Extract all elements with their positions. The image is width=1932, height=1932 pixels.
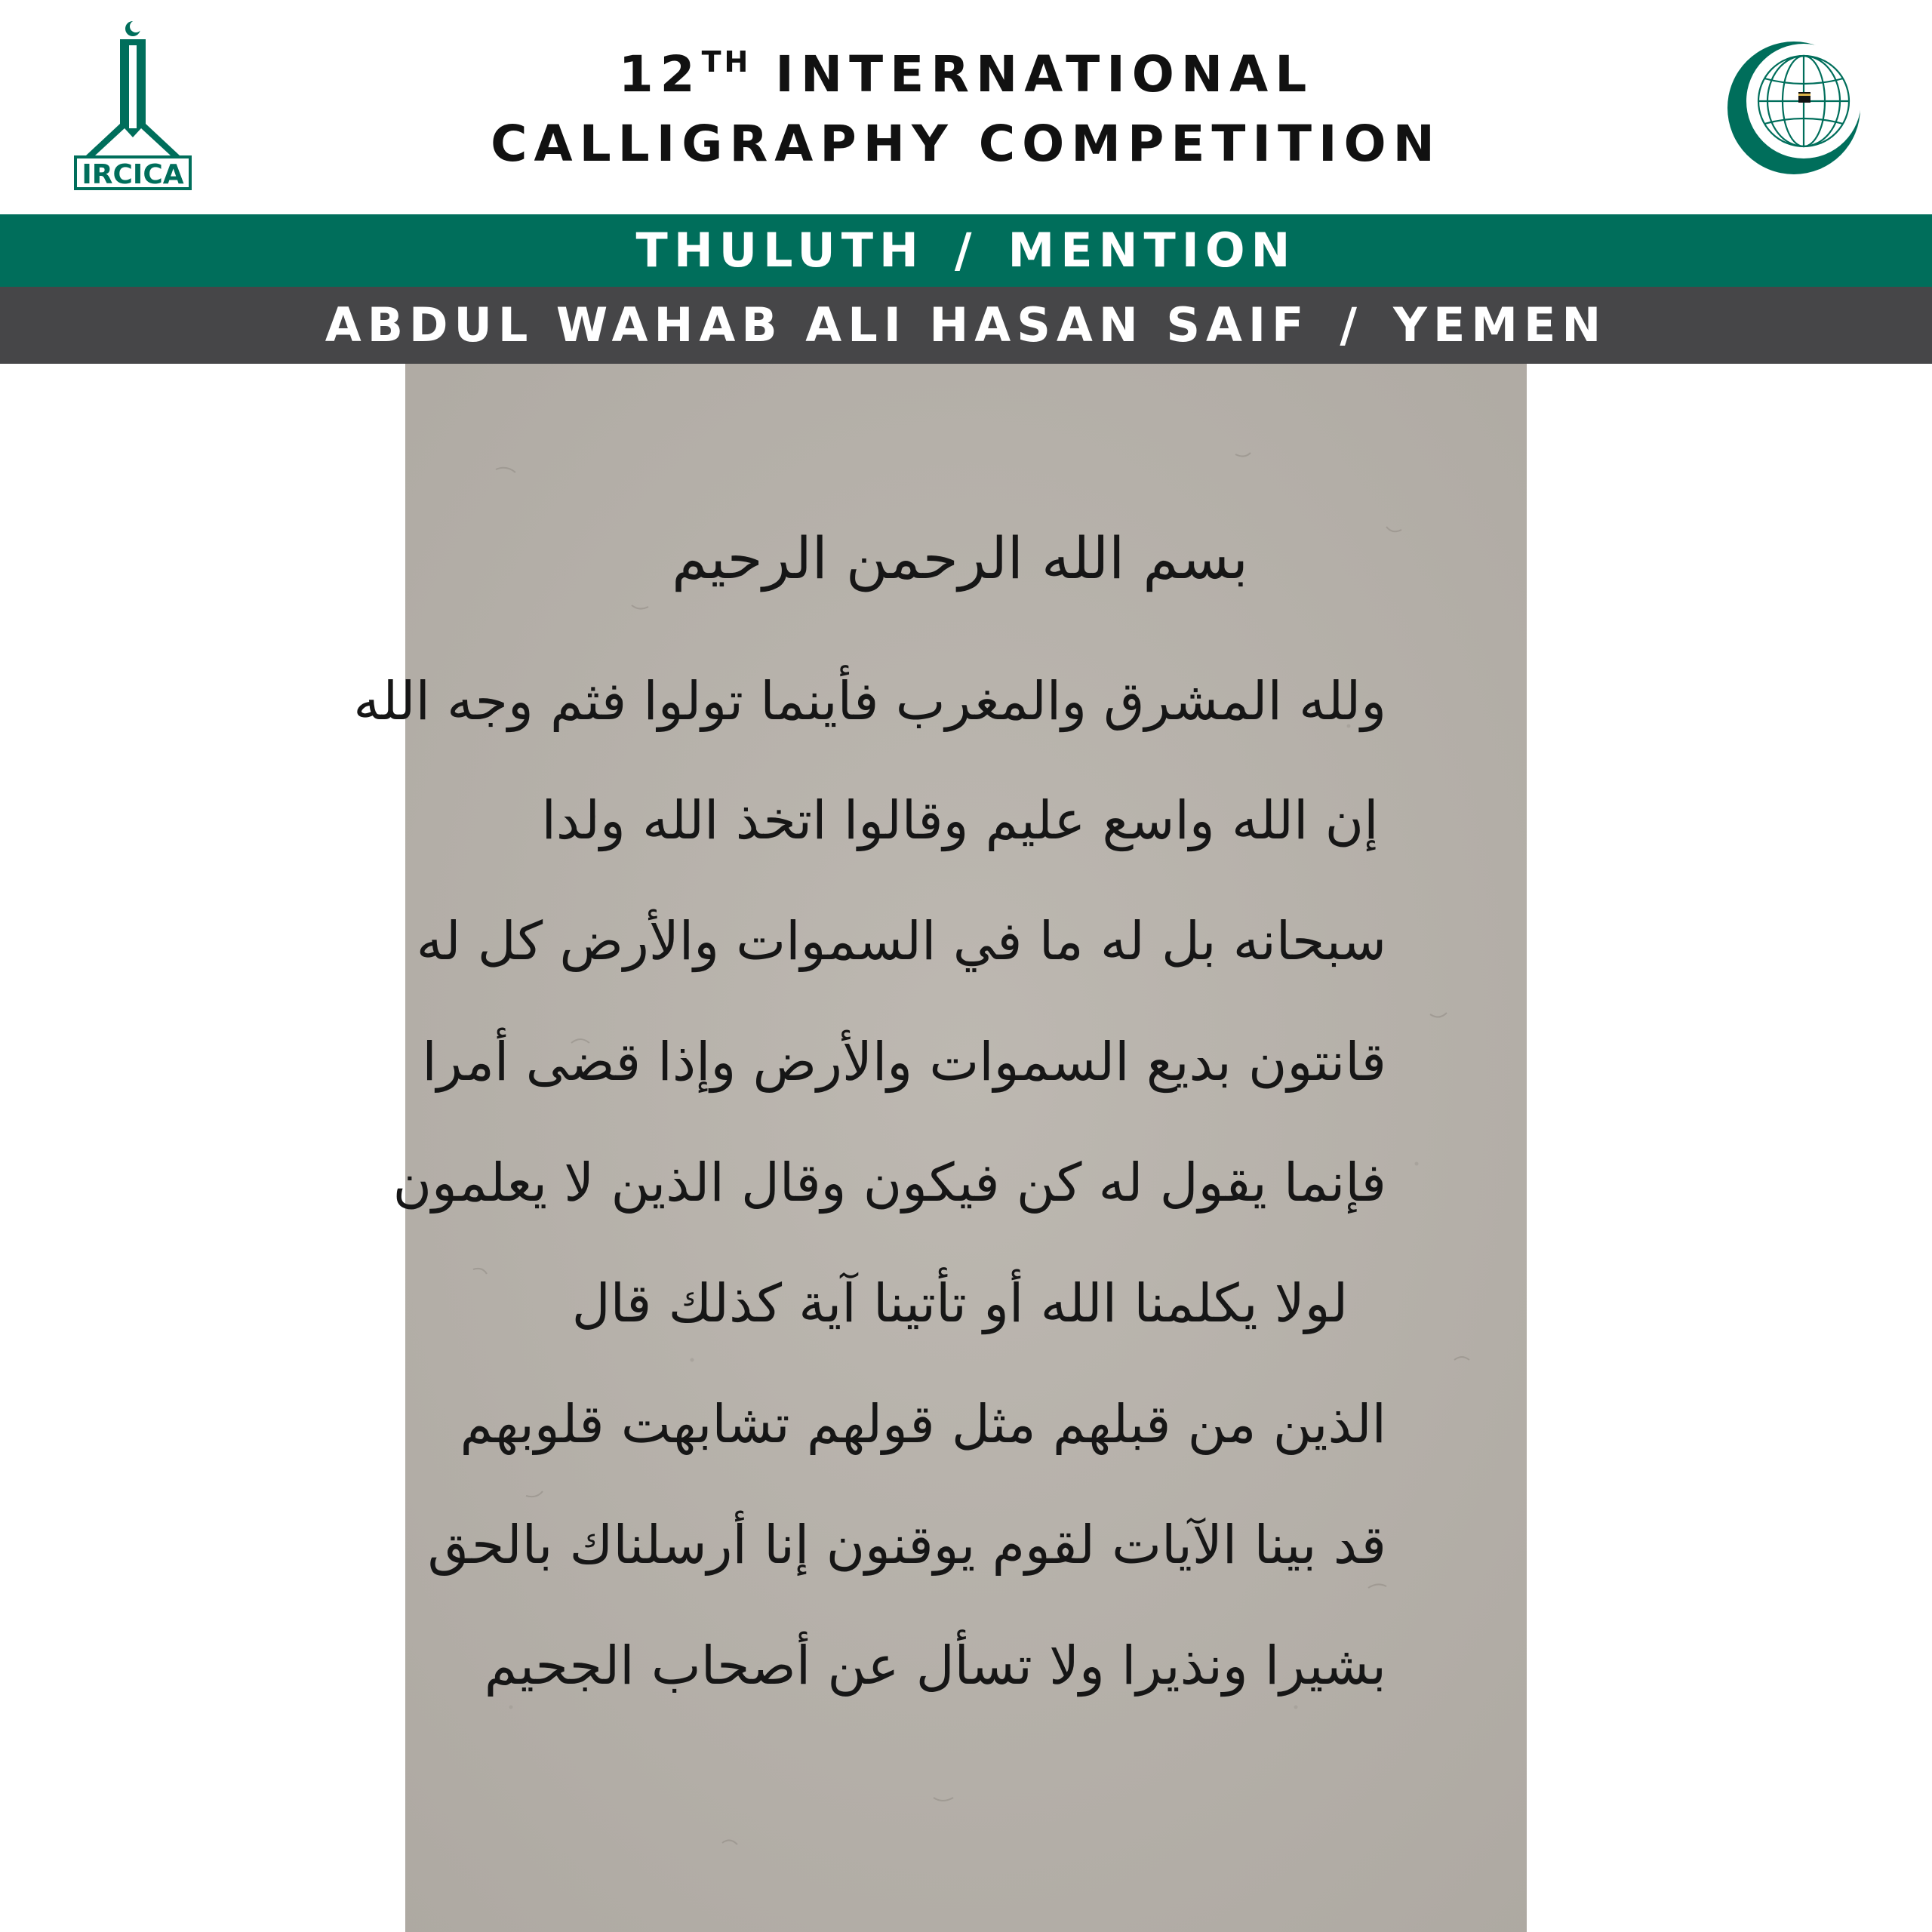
- title-line-1: [302, 45, 1630, 103]
- oic-crescent-globe-icon: [1725, 39, 1863, 177]
- verse-line-10: بشيرا ونذيرا ولا تسأل عن أصحاب الجحيم: [484, 1635, 1386, 1697]
- verse-line-4: سبحانه بل له ما في السموات والأرض كل له: [416, 910, 1386, 972]
- category-separator: /: [954, 223, 978, 278]
- title-international: INTERNATIONAL: [775, 45, 1314, 103]
- artist-name: ABDUL WAHAB ALI HASAN SAIF: [325, 297, 1310, 352]
- verse-line-7: لولا يكلمنا الله أو تأتينا آية كذلك قال: [571, 1272, 1349, 1334]
- verse-line-8: الذين من قبلهم مثل قولهم تشابهت قلوبهم: [460, 1393, 1386, 1455]
- script-category: THULUTH: [635, 223, 924, 278]
- artist-separator: /: [1340, 297, 1364, 352]
- paper-texture: [353, 364, 1527, 1932]
- ircica-logo: [72, 18, 193, 193]
- ircica-logo-text: IRCICA: [82, 159, 184, 190]
- award-level: MENTION: [1008, 223, 1297, 278]
- artist-band: [0, 287, 1932, 364]
- title-line-2: CALLIGRAPHY COMPETITION: [491, 115, 1441, 173]
- ircica-mosque-icon: [72, 18, 193, 193]
- verse-line-1: بسم الله الرحمن الرحيم: [672, 525, 1248, 592]
- title-number: 12: [618, 45, 702, 103]
- artist-country: YEMEN: [1393, 297, 1607, 352]
- header: [0, 0, 1932, 214]
- verse-line-9: قد بينا الآيات لقوم يوقنون إنا أرسلناك بالحق: [427, 1514, 1386, 1576]
- category-band: [0, 214, 1932, 287]
- verse-line-6: فإنما يقول له كن فيكون وقال الذين لا يعلمون: [392, 1152, 1386, 1214]
- calligraphy-artwork: [353, 364, 1527, 1932]
- verse-line-3: إن الله واسع عليم وقالوا اتخذ الله ولدا: [541, 789, 1379, 851]
- verse-line-5: قانتون بديع السموات والأرض وإذا قضى أمرا: [422, 1031, 1386, 1093]
- verse-line-2: ولله المشرق والمغرب فأينما تولوا فثم وجه الله: [353, 670, 1386, 732]
- title-ordinal: TH: [701, 45, 752, 78]
- oic-logo: [1725, 39, 1863, 177]
